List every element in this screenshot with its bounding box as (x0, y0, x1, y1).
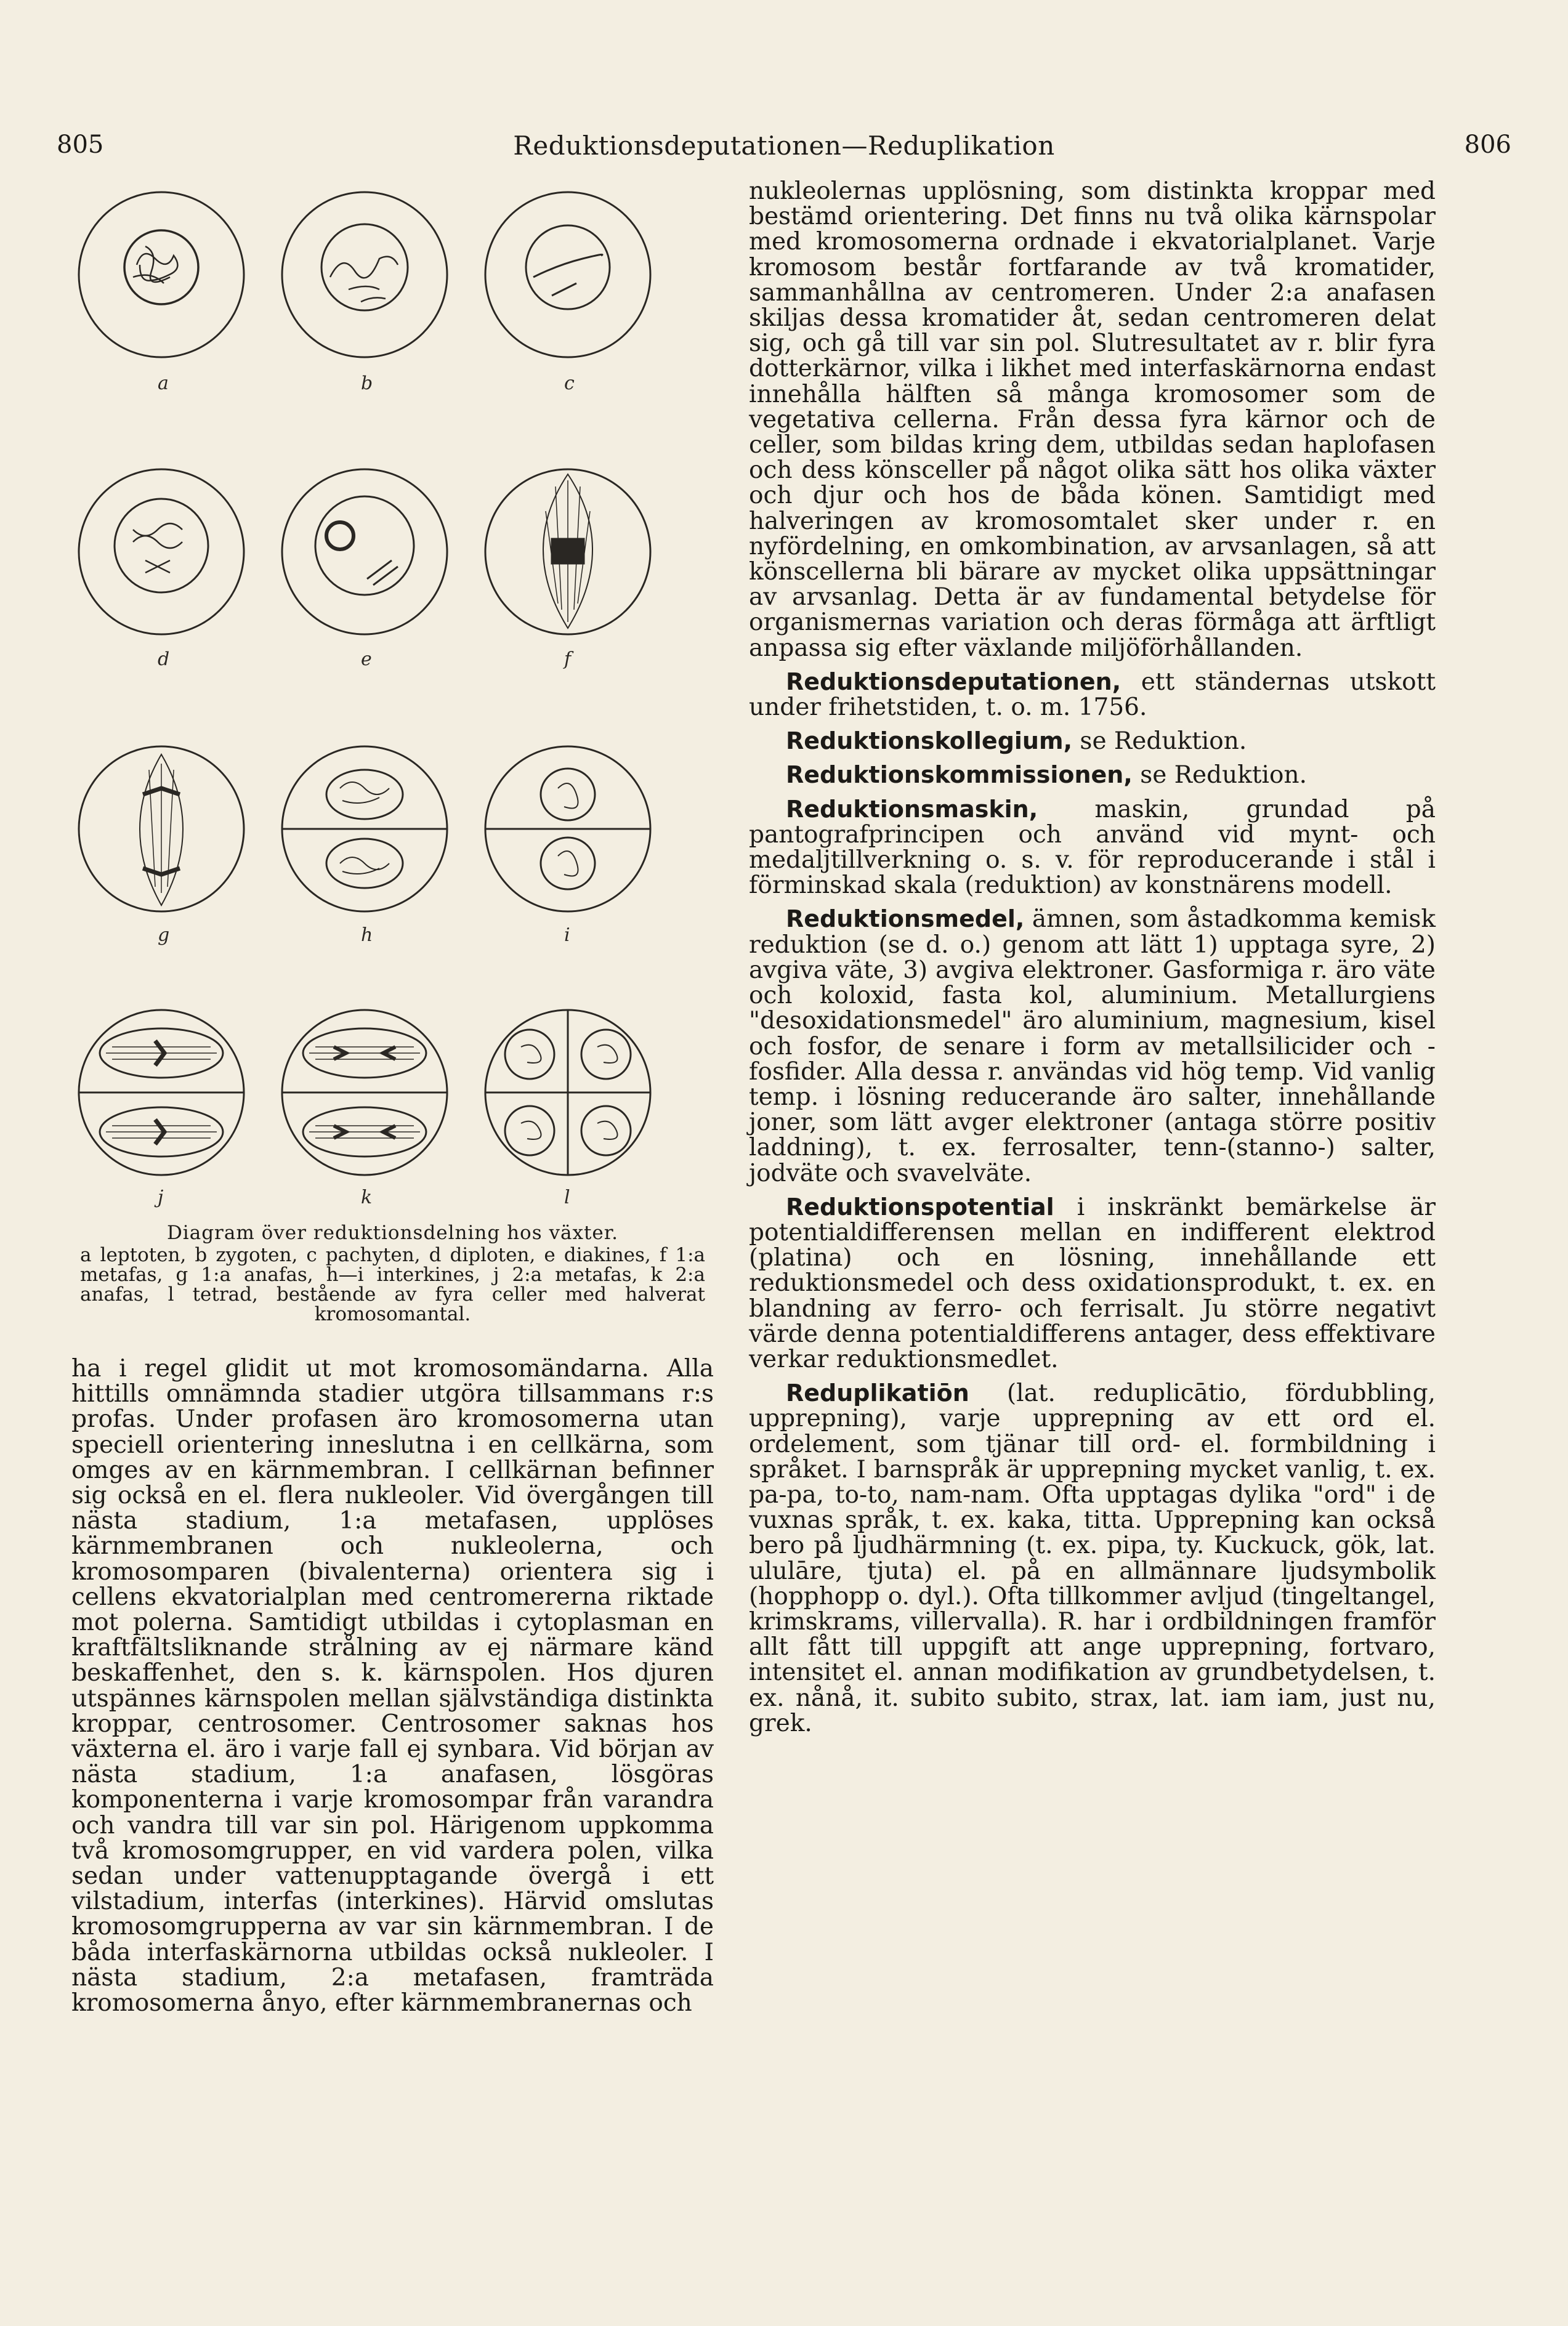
entry-reduktionsmedel (749, 907, 1436, 1185)
cell-a-leptoten (79, 192, 244, 357)
cell-drawings (71, 179, 714, 1189)
entry-reduktionskommissionen (749, 762, 1436, 788)
entry-reduktionspotential (749, 1195, 1436, 1372)
running-title: Reduktionsdeputationen—Reduplikation (513, 131, 1055, 161)
label-h: h (361, 924, 373, 946)
headword: Reduktionsdeputationen, (786, 668, 1121, 695)
label-i: i (564, 924, 570, 946)
meiosis-diagram (71, 179, 714, 1208)
cell-k-anafas2 (282, 1010, 447, 1175)
label-g: g (158, 924, 170, 946)
label-j: j (158, 1187, 164, 1208)
cell-c-pachyten (485, 192, 650, 357)
caption-title: Diagram över reduktionsdelning hos växter. (166, 1222, 619, 1244)
entry-reduktionsmaskin (749, 797, 1436, 898)
entry-text: ämnen, som åstadkomma kemisk reduktion (se d. o.) genom att lätt 1) upptaga syre, 2) avgiva väte, 3) avgiva elektroner. Gasformiga r. äro väte och koloxid, fasta kol, aluminium. Metallurgiens "desoxidationsmedel" äro aluminium, magnesium, kisel och fosfor, de senare i form av metallsilicider och -fosfider. Alla dessa r. användas vid hög temp. Vid vanlig temp. i lösning reducerande äro salter, innehållande joner, som lätt avger elektroner (antaga större positiv laddning), t. ex. ferrosalter, tenn-(stanno-) salter, jodväte och svavelväte. (749, 905, 1436, 1187)
caption-body: a leptoten, b zygoten, c pachyten, d diploten, e diakines, f 1:a metafas, g 1:a anafas, h—i interkines, j 2:a metafas, k 2:a anafas, l tetrad, bestående av fyra celler med halverat kromosomantal. (80, 1244, 705, 1325)
label-l: l (564, 1187, 570, 1208)
cell-h-interkines (282, 746, 447, 911)
headword: Reduktionskollegium, (786, 727, 1073, 755)
label-a: a (158, 373, 169, 394)
label-f: f (564, 648, 572, 670)
entry-text: i inskränkt bemärkelse är potentialdifferensen mellan en indifferent elektrod (platina) och en lösning, innehållande ett reduktionsmedel och dess oxidationsprodukt, t. ex. en blandning av ferro- och ferrisalt. Ju större negativt värde denna potentialdifferens antager, dess effektivare verkar reduktionsmedlet. (749, 1193, 1436, 1373)
left-column-text: ha i regel glidit ut mot kromosomändarna. Alla hittills omnämnda stadier utgöra tillsammans r:s profas. Under profasen äro kromosomerna utan speciell orientering inneslutna i en cellkärna, som omges av en kärnmembran. I cellkärnan befinner sig också en el. flera nukleoler. Vid övergången till nästa stadium, 1:a metafasen, upplöses kärnmembranen och nukleolerna, och kromosomparen (bivalenterna) orientera sig i cellens ekvatorialplan med centromererna riktade mot polerna. Samtidigt utbildas i cytoplasman en kraftfältsliknande strålning av ej närmare känd beskaffenhet, den s. k. kärnspolen. Hos djuren utspännes kärnspolen mellan självständiga distinkta kroppar, centrosomer. Centrosomer saknas hos växterna el. äro i varje fall ej synbara. Vid början av nästa stadium, 1:a anafasen, lösgöras komponenterna i varje kromosompar från varandra och vandra till var sin pol. Härigenom uppkomma två kromosomgrupper, en vid vardera polen, vilka sedan under vattenupptagande övergå i ett vilstadium, interfas (interkines). Härvid omslutas kromosomgrupperna av var sin kärnmembran. I de båda interfaskärnorna utbildas också nukleoler. I nästa stadium, 2:a metafasen, framträda kromosomerna ånyo, efter kärnmembranernas och (71, 1355, 714, 2017)
cell-f-metafas (485, 469, 650, 634)
cell-d-diploten (79, 469, 244, 634)
headword: Reduktionspotential (786, 1193, 1054, 1221)
cell-i-interkines (485, 746, 650, 911)
entry-reduktionskollegium (749, 729, 1436, 754)
right-column (749, 179, 1436, 1736)
page-header (0, 131, 1568, 174)
cell-j-metafas2 (79, 1010, 244, 1175)
headword: Reduktionskommissionen, (786, 761, 1133, 789)
entry-text: se Reduktion. (1132, 761, 1307, 789)
label-c: c (564, 373, 575, 394)
page-number-left: 805 (57, 131, 104, 159)
cell-b-zygoten (282, 192, 447, 357)
entry-reduktionsdeputationen (749, 669, 1436, 720)
label-d: d (158, 648, 170, 670)
entry-text: ett ständernas utskott under frihetstiden, t. o. m. 1756. (749, 668, 1436, 722)
entry-reduplikation (749, 1381, 1436, 1736)
label-b: b (361, 373, 373, 394)
entry-text: maskin, grundad på pantografprincipen och använd vid mynt- och medaljtillverkning o. s. v. för reproducerande i stål i förminskad skala (reduktion) av konstnärens modell. (749, 795, 1436, 900)
cell-e-diakines (282, 469, 447, 634)
cell-g-anafas (79, 746, 244, 911)
headword: Reduktionsmedel, (786, 905, 1025, 933)
cell-l-tetrad (485, 1010, 650, 1175)
entry-text: (lat. reduplicātio, fördubbling, upprepning), varje upprepning av ett ord el. ordelement, som tjänar till ord- el. formbildning i språket. I barnspråk är upprepning mycket vanlig, t. ex. pa-pa, to-to, nam-nam. Ofta upptagas dylika "ord" i de vuxnas språk, t. ex. kaka, titta. Upprepning kan också bero på ljudhärmning (t. ex. pipa, ty. Kuckuck, gök, lat. ululāre, tjuta) el. på en allmännare ljudsymbolik (hopphopp o. dyl.). Ofta tillkommer avljud (tingeltangel, krimskrams, villervalla). R. har i ordbildningen framför allt fått till uppgift att ange upprepning, fortvaro, intensitet el. annan modifikation av grundbetydelsen, t. ex. nånå, it. subito subito, strax, lat. iam iam, just nu, grek. (749, 1379, 1436, 1737)
left-column (71, 179, 714, 2016)
meiosis-continuation-text: nukleolernas upplösning, som distinkta kroppar med bestämd orientering. Det finns nu två olika kärnspolar med kromosomerna ordnade i ekvatorialplanet. Varje kromosom består fortfarande av två kromatider, sammanhållna av centromeren. Under 2:a anafasen skiljas dessa kromatider åt, sedan centromeren delat sig, och gå till var sin pol. Slutresultatet av r. blir fyra dotterkärnor, vilka i likhet med interfaskärnorna endast innehålla hälften så många kromosomer som de vegetativa cellerna. Från dessa fyra kärnor och de celler, som bildas kring dem, utbildas sedan haplofasen och dess könsceller på något olika sätt hos olika växter och djur och hos de båda könen. Samtidigt med halveringen av kromosomtalet sker under r. en nyfördelning, en omkombination, av arvsanlagen, så att könscellerna bli bärare av mycket olika uppsättningar av arvsanlag. Detta är av fundamental betydelse för organismernas variation och deras förmåga att ärftligt anpassa sig efter växlande miljöförhållanden. (749, 177, 1436, 662)
label-k: k (361, 1187, 373, 1208)
entry-text: se Reduktion. (1072, 727, 1247, 756)
page-number-right: 806 (1464, 131, 1511, 159)
headword: Reduktionsmaskin, (786, 795, 1038, 823)
headword: Reduplikatiōn (786, 1379, 969, 1407)
label-e: e (361, 648, 372, 670)
figure-caption (71, 1223, 714, 1324)
